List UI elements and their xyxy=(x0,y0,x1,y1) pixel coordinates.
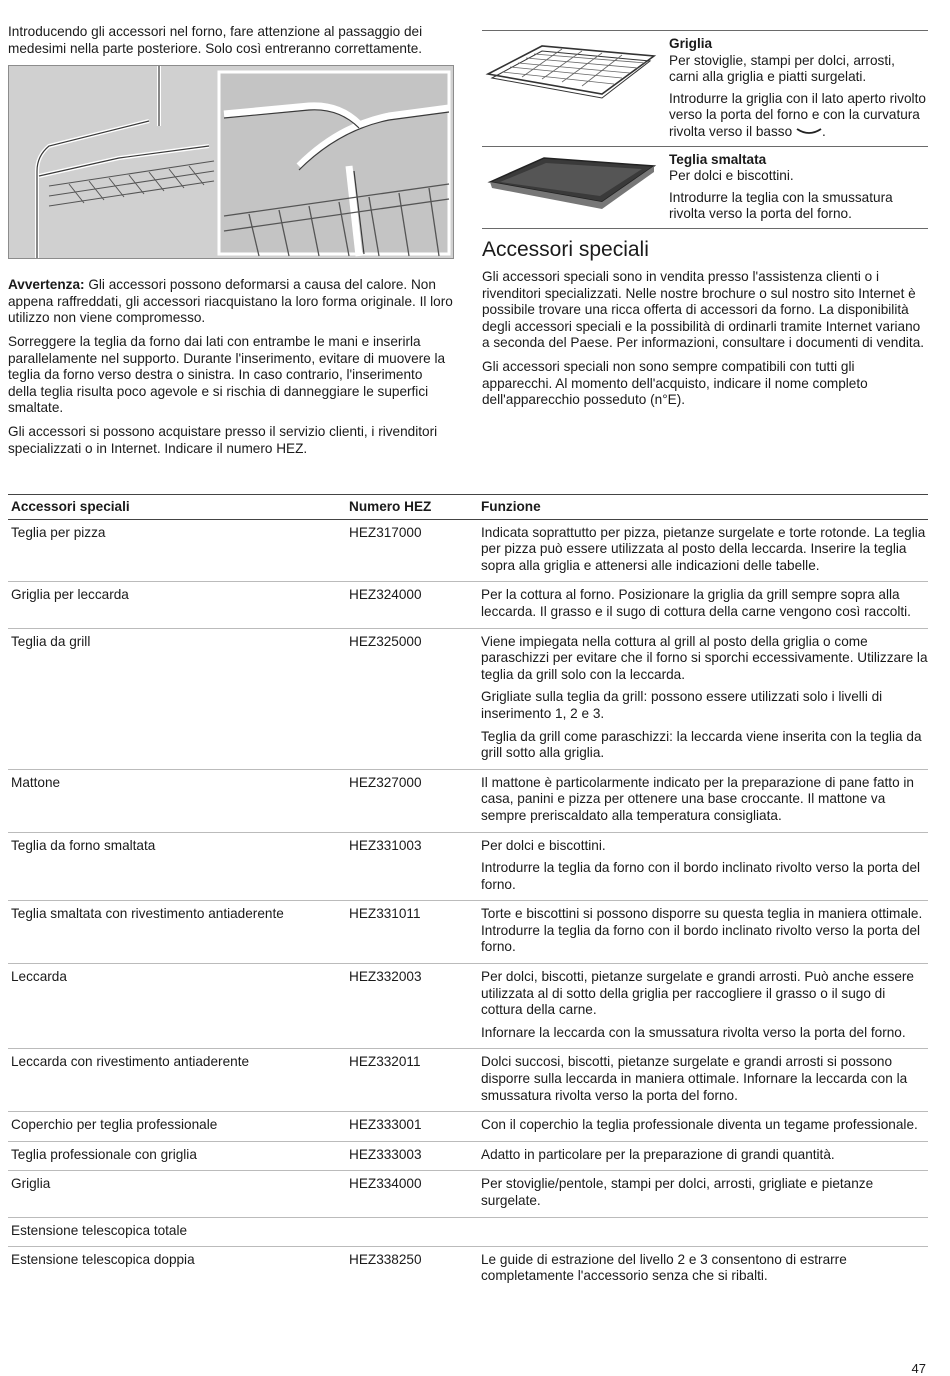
function-cell xyxy=(481,1252,928,1291)
column-header-hez: Numero HEZ xyxy=(349,499,432,514)
function-text: Torte e biscottini si possono disporre su questa teglia in maniera ottimale. Introdurre la teglia da forno con il bordo inclinato rivolto verso la porta del forno. xyxy=(481,906,923,955)
function-text: Le guide di estrazione del livello 2 e 3 consentono di estrarre completamente l'accessorio senza che si ribalti. xyxy=(481,1251,847,1284)
function-text: Per stoviglie/pentole, stampi per dolci, arrosti, grigliate e pietanze surgelate. xyxy=(481,1176,874,1208)
accessory-name-cell: Estensione telescopica totale xyxy=(11,1222,188,1238)
hez-number-cell: HEZ324000 xyxy=(349,587,422,603)
warning-text: Gli accessori possono deformarsi a causa del calore. Non appena raffreddati, gli accessori riacquistano la loro forma originale. Il loro utilizzo non viene compromesso. xyxy=(8,277,453,326)
accessory-name-cell: Teglia da grill xyxy=(11,633,91,649)
accessory-name-cell: Teglia smaltata con rivestimento antiaderente xyxy=(11,906,284,922)
table-row xyxy=(8,629,928,770)
table-header xyxy=(8,494,928,520)
column-header-function: Funzione xyxy=(481,499,541,514)
table-row xyxy=(8,770,928,833)
special-paragraph-2: Gli accessori speciali non sono sempre compatibili con tutti gli apparecchi. Al momento dell'acquisto, indicare il nome completo dell'apparecchio posseduto (n°E). xyxy=(482,358,868,408)
accessory-name-cell: Teglia da forno smaltata xyxy=(11,837,156,853)
hez-number-cell: HEZ327000 xyxy=(349,774,422,790)
function-cell xyxy=(481,906,928,962)
hez-number-cell: HEZ331003 xyxy=(349,837,422,853)
hez-number-cell: HEZ333001 xyxy=(349,1117,422,1133)
function-cell xyxy=(481,1147,928,1170)
baking-tray-icon xyxy=(482,152,662,214)
accessory-teglia-smaltata xyxy=(482,146,928,228)
table-row xyxy=(8,1112,928,1142)
oven-rack-drawing xyxy=(9,66,454,259)
table-row xyxy=(8,582,928,628)
function-cell xyxy=(481,775,928,831)
function-cell xyxy=(481,969,928,1047)
function-text: Indicata soprattutto per pizza, pietanze surgelate e torte rotonde. La teglia per pizza può essere utilizzata al posto della leccarda. Inserire la teglia sopra alla griglia e attenersi alle indicazioni delle tabelle. xyxy=(481,524,926,573)
hez-number-cell: HEZ332003 xyxy=(349,969,422,985)
accessory-title: Griglia xyxy=(669,36,713,51)
table-row xyxy=(8,1171,928,1217)
hez-number-cell: HEZ332011 xyxy=(349,1054,421,1070)
special-accessories-heading: Accessori speciali xyxy=(482,237,649,261)
purchase-paragraph: Gli accessori si possono acquistare presso il servizio clienti, i rivenditori specializzati o in Internet. Indicare il numero HEZ. xyxy=(8,423,438,456)
table-row xyxy=(8,1049,928,1112)
function-text: Adatto in particolare per la preparazione di grandi quantità. xyxy=(481,1146,835,1162)
accessory-name-cell: Mattone xyxy=(11,774,61,790)
function-cell xyxy=(481,1176,928,1215)
accessory-name-cell: Coperchio per teglia professionale xyxy=(11,1117,218,1133)
function-text xyxy=(481,1223,928,1239)
table-row xyxy=(8,520,928,583)
function-cell xyxy=(481,1223,928,1245)
function-text: Dolci succosi, biscotti, pietanze surgelate e grandi arrosti si possono disporre sulla leccarda in maniera ottimale. Infornare la leccarda con la smussatura rivolta verso la porta del forno. xyxy=(481,1054,908,1103)
function-text: Introdurre la teglia da forno con il bordo inclinato rivolto verso la porta del forno. xyxy=(481,860,921,892)
accessory-name-cell: Estensione telescopica doppia xyxy=(11,1251,195,1267)
accessory-instruction: Introdurre la griglia con il lato aperto rivolto verso la porta del forno e con la curvatura rivolta verso il basso . xyxy=(669,90,926,139)
accessory-name-cell: Teglia professionale con griglia xyxy=(11,1146,197,1162)
function-cell xyxy=(481,1117,928,1140)
column-header-accessory: Accessori speciali xyxy=(11,499,130,514)
hez-number-cell: HEZ338250 xyxy=(349,1251,422,1267)
function-text: Il mattone è particolarmente indicato per la preparazione di pane fatto in casa, panini e pizza per ottenere una base croccante. Il mattone va sempre preriscaldato alla temperatura consigliata. xyxy=(481,774,914,823)
hez-number-cell xyxy=(349,1223,481,1245)
tray-image xyxy=(482,152,669,228)
rack-icon xyxy=(482,36,662,108)
function-text: Per la cottura al forno. Posizionare la griglia da grill sempre sopra alla leccarda. Il grasso e il sugo di cottura della carne vengono così raccolti. xyxy=(481,587,911,619)
accessory-instruction: Introdurre la teglia con la smussatura rivolta verso la porta del forno. xyxy=(669,189,893,222)
hez-number-cell: HEZ317000 xyxy=(349,524,422,540)
hez-number-cell: HEZ331011 xyxy=(349,906,421,922)
accessory-name-cell: Leccarda con rivestimento antiaderente xyxy=(11,1054,250,1070)
function-text: Per dolci e biscottini. xyxy=(481,837,606,853)
accessory-title: Teglia smaltata xyxy=(669,151,767,167)
hez-number-cell: HEZ333003 xyxy=(349,1146,422,1162)
rack-image xyxy=(482,36,669,146)
function-cell xyxy=(481,838,928,900)
curve-down-icon xyxy=(796,126,822,136)
page-number: 47 xyxy=(911,1361,926,1376)
right-column xyxy=(482,30,928,416)
support-paragraph: Sorreggere la teglia da forno dai lati con entrambe le mani e inserirla parallelamente nel supporto. Durante l'inserimento, evitare di muovere la teglia da forno verso destra o sinistra. In caso contrario, l'inserimento della teglia risulta poco agevole e si rischia di danneggiare le superfici smaltate. xyxy=(8,333,446,416)
intro-paragraph: Introducendo gli accessori nel forno, fare attenzione al passaggio dei medesimi nella parte posteriore. Solo così entreranno correttamente. xyxy=(8,24,423,56)
function-text: Per dolci, biscotti, pietanze surgelate e grandi arrosti. Può anche essere utilizzata al di sotto della griglia per raccogliere il grasso o il sugo di cottura della carne. xyxy=(481,969,914,1018)
warning-label: Avvertenza: xyxy=(8,277,85,293)
accessory-name-cell: Griglia xyxy=(11,1176,51,1192)
accessory-griglia xyxy=(482,30,928,146)
table-row xyxy=(8,964,928,1049)
table-row xyxy=(8,1142,928,1172)
warning-note xyxy=(8,277,454,327)
hez-number-cell: HEZ334000 xyxy=(349,1176,422,1192)
function-text: Con il coperchio la teglia professionale diventa un tegame professionale. xyxy=(481,1117,918,1133)
function-text: Teglia da grill come paraschizzi: la leccarda viene inserita con la teglia da grill sotto alla griglia. xyxy=(481,728,922,761)
table-row xyxy=(8,1218,928,1247)
function-text: Grigliate sulla teglia da grill: possono essere utilizzati solo i livelli di inserimento 1, 2 e 3. xyxy=(481,689,883,721)
special-paragraph-1: Gli accessori speciali sono in vendita presso l'assistenza clienti o i rivenditori specializzati. Nelle nostre brochure o sul nostro sito Internet è possibile trovare una ricca offerta di accessori da forno. La disponibilità degli accessori speciali e la possibilità di ordinarli tramite Internet variano a seconda del Paese. Per informazioni, consultare i documenti di vendita. xyxy=(482,268,925,351)
left-column xyxy=(8,24,454,464)
function-text: Viene impiegata nella cottura al grill al posto della griglia o come paraschizzi per evitare che il forno si sporchi eccessivamente. Utilizzare la teglia da grill solo con la leccarda. xyxy=(481,633,928,682)
special-accessories-table xyxy=(8,494,928,1292)
accessory-name-cell: Griglia per leccarda xyxy=(11,587,129,603)
accessory-name-cell: Leccarda xyxy=(11,969,67,985)
hez-number-cell: HEZ325000 xyxy=(349,633,422,649)
function-cell xyxy=(481,1054,928,1110)
table-body xyxy=(8,520,928,1292)
accessory-description: Per dolci e biscottini. xyxy=(669,168,794,184)
function-text: Infornare la leccarda con la smussatura rivolta verso la porta del forno. xyxy=(481,1024,906,1040)
function-cell xyxy=(481,634,928,768)
table-row xyxy=(8,901,928,964)
function-cell xyxy=(481,587,928,626)
table-row xyxy=(8,833,928,902)
table-row xyxy=(8,1247,928,1292)
oven-rack-illustration xyxy=(8,65,454,259)
function-cell xyxy=(481,525,928,581)
accessory-description: Per stoviglie, stampi per dolci, arrosti, carni alla griglia e piatti surgelati. xyxy=(669,52,895,85)
accessory-name-cell: Teglia per pizza xyxy=(11,524,106,540)
